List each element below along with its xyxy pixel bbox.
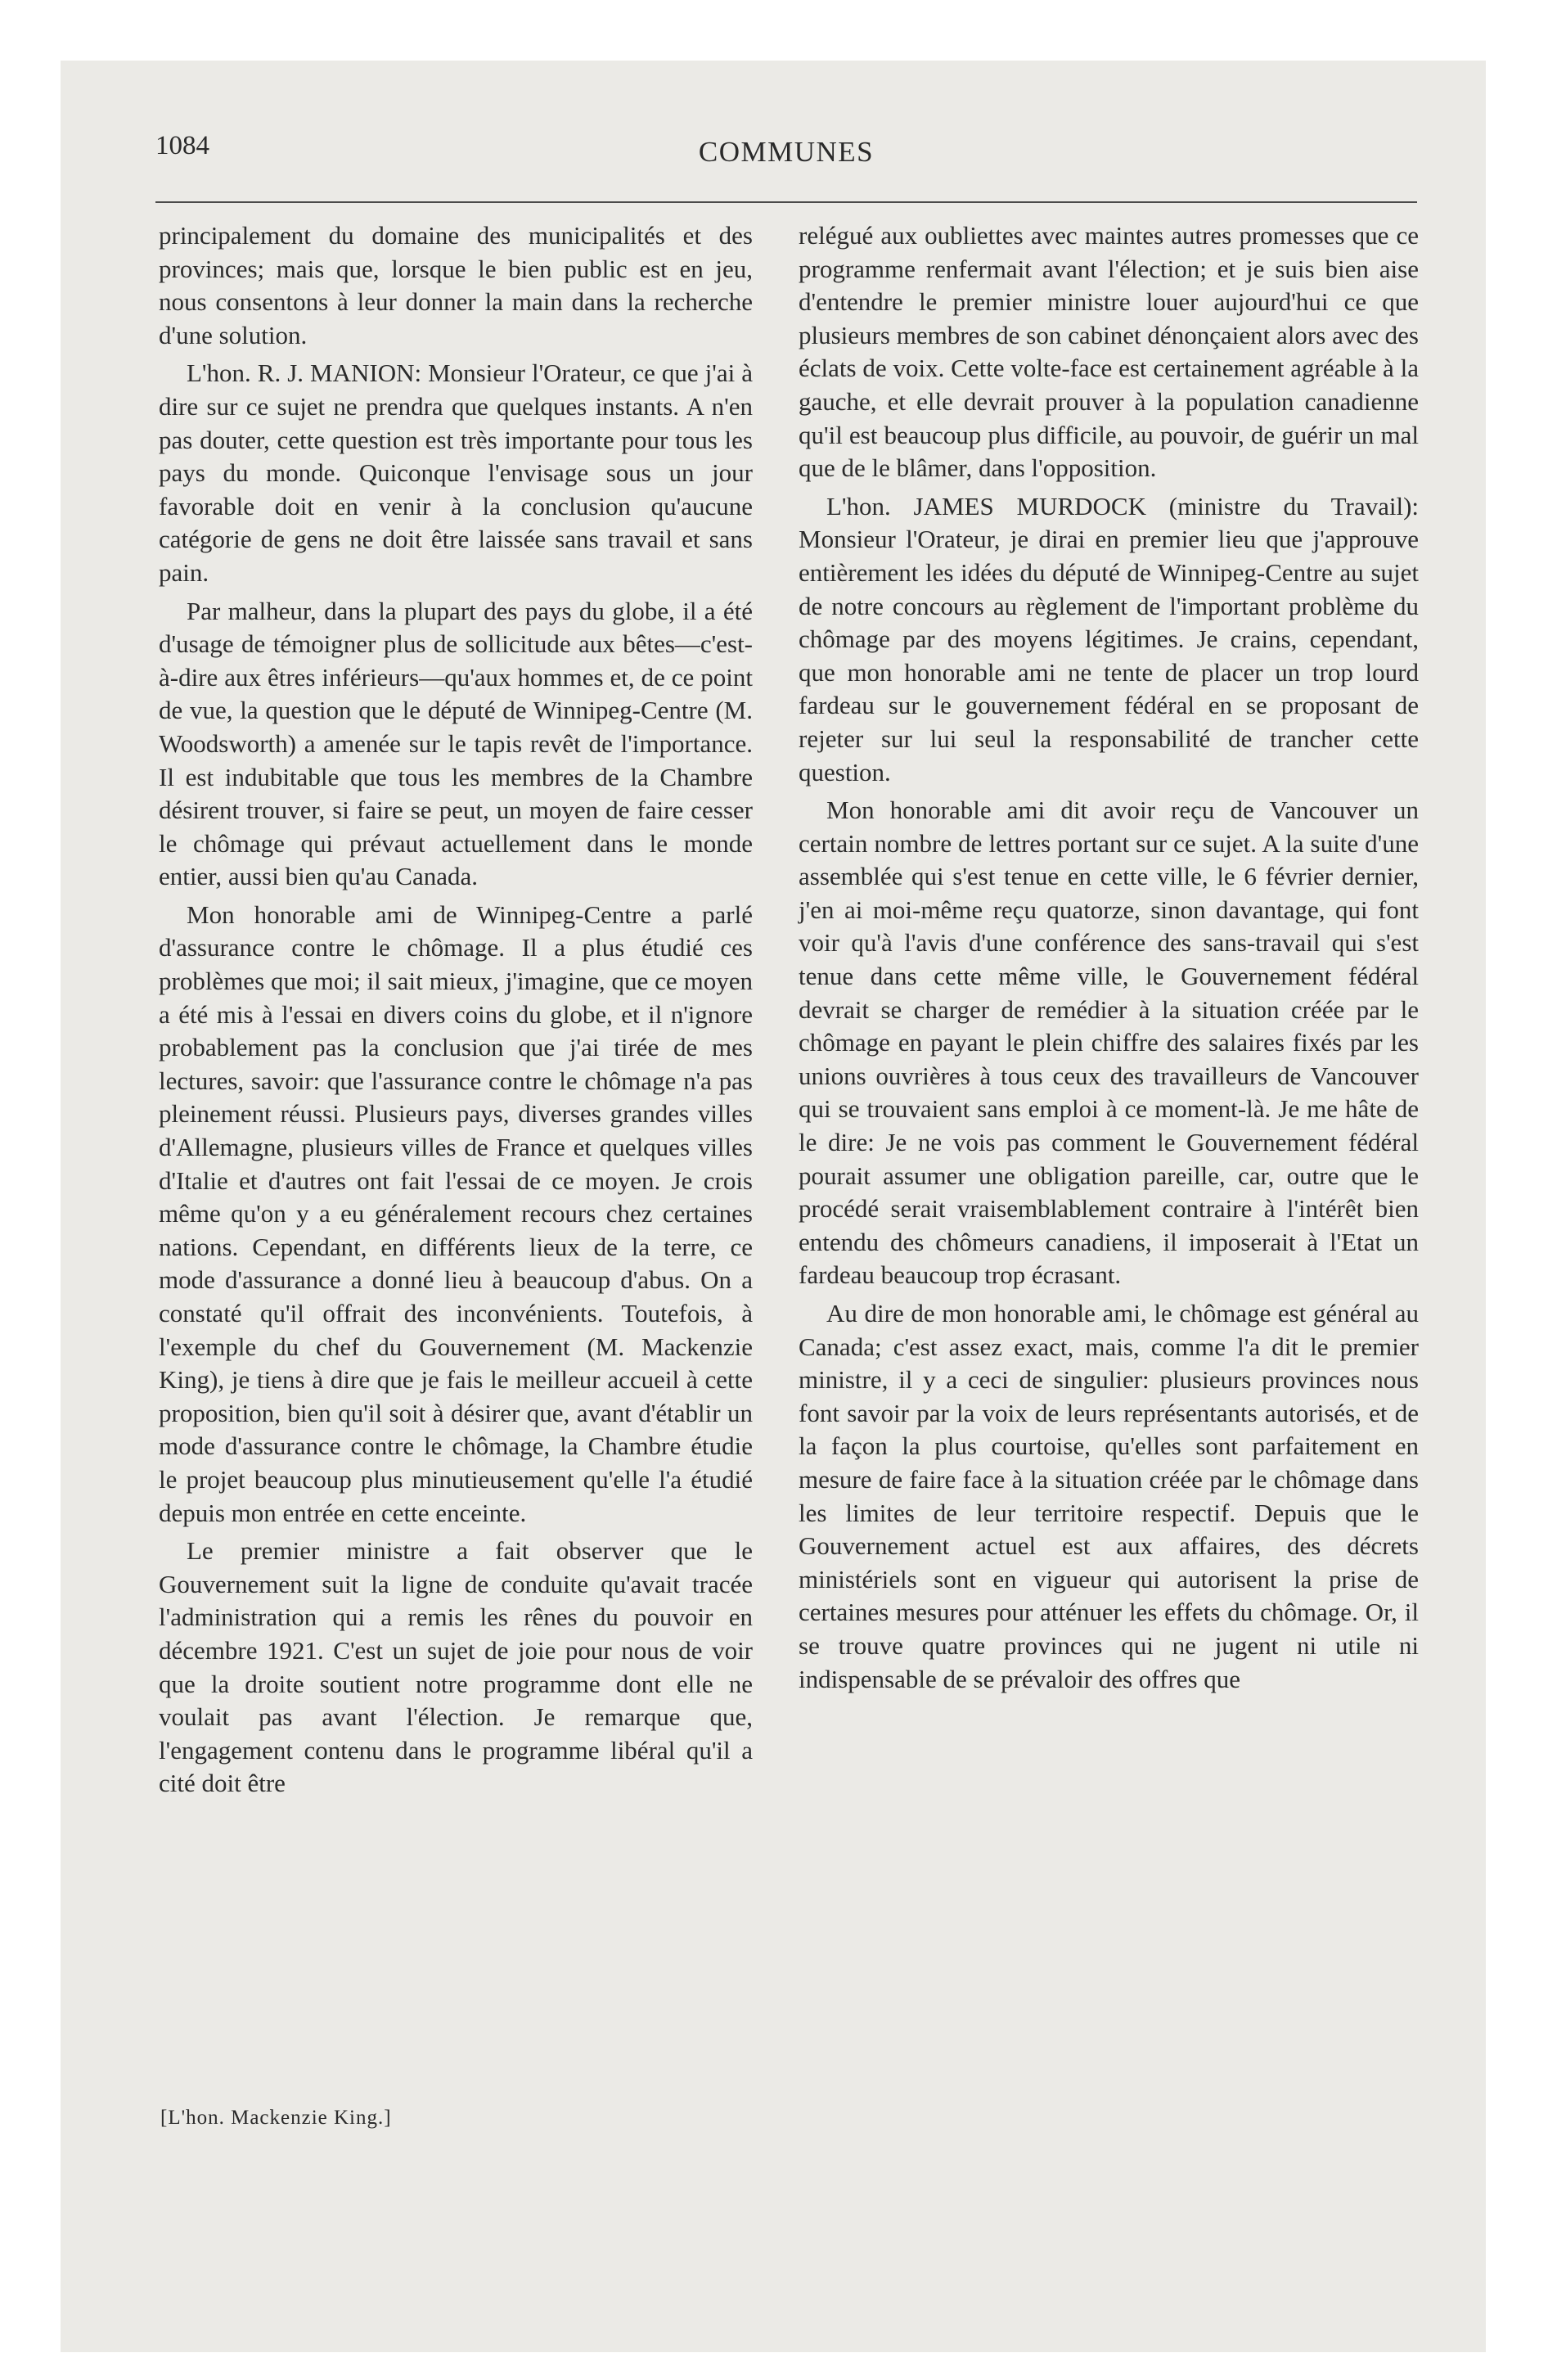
left-column: [159, 219, 753, 1805]
right-column: [799, 219, 1419, 1701]
header-rule: [155, 201, 1417, 203]
paragraph: L'hon. R. J. MANION: Monsieur l'Orateur, ce que j'ai à dire sur ce sujet ne prendra que quelques instants. A n'en pas douter, cette question est très importante pour tous les pays du monde. Quiconque l'envisage sous un jour favorable doit en venir à la conclusion qu'aucune catégorie de gens ne doit être laissée sans travail et sans pain.: [159, 358, 753, 587]
page-header: [155, 131, 1417, 180]
page-number: 1084: [155, 131, 209, 160]
speaker-footnote: [L'hon. Mackenzie King.]: [160, 2107, 392, 2129]
paragraph: Mon honorable ami de Winnipeg-Centre a parlé d'assurance contre le chômage. Il a plus étudié ces problèmes que moi; il sait mieux, j'imagine, que ce moyen a été mis à l'essai en divers coins du globe, et il n'ignore probablement pas la conclusion que j'ai tirée de mes lectures, savoir: que l'assurance contre le chômage n'a pas pleinement réussi. Plusieurs pays, diverses grandes villes d'Allemagne, plusieurs villes de France et quelques villes d'Italie et d'autres ont fait l'essai de ce moyen. Je crois même qu'on y a eu généralement recours chez certaines nations. Cependant, en différents lieux de la terre, ce mode d'assurance a donné lieu à beaucoup d'abus. On a constaté qu'il offrait des inconvénients. Toutefois, à l'exemple du chef du Gouvernement (M. Mackenzie King), je tiens à dire que je fais le meilleur accueil à cette proposition, bien qu'il soit à désirer que, avant d'établir un mode d'assurance contre le chômage, la Chambre étudie le projet beaucoup plus minutieusement qu'elle l'a étudié depuis mon entrée en cette enceinte.: [159, 899, 753, 1527]
paragraph: relégué aux oubliettes avec maintes autres promesses que ce programme renfermait avant l'élection; et je suis bien aise d'entendre le premier ministre louer aujourd'hui ce que plusieurs membres de son cabinet dénonçaient alors avec des éclats de voix. Cette volte-face est certainement agréable à la gauche, et elle devrait prouver à la population canadienne qu'il est beaucoup plus difficile, au pouvoir, de guérir un mal que de le blâmer, dans l'opposition.: [799, 221, 1419, 483]
paragraph: principalement du domaine des municipalités et des provinces; mais que, lorsque le bien public est en jeu, nous consentons à leur donner la main dans la recherche d'une solution.: [159, 221, 753, 349]
paragraph: Le premier ministre a fait observer que le Gouvernement suit la ligne de conduite qu'avait tracée l'administration qui a remis les rênes du pouvoir en décembre 1921. C'est un sujet de joie pour nous de voir que la droite soutient notre programme dont elle ne voulait pas avant l'élection. Je remarque que, l'engagement contenu dans le programme libéral qu'il a cité doit être: [159, 1536, 753, 1798]
running-title: COMMUNES: [698, 136, 875, 168]
paragraph: Par malheur, dans la plupart des pays du globe, il a été d'usage de témoigner plus de sollicitude aux bêtes—c'est-à-dire aux êtres inférieurs—qu'aux hommes et, de ce point de vue, la question que le député de Winnipeg-Centre (M. Woodsworth) a amenée sur le tapis revêt de l'importance. Il est indubitable que tous les membres de la Chambre désirent trouver, si faire se peut, un moyen de faire cesser le chômage qui prévaut actuellement dans le monde entier, aussi bien qu'au Canada.: [159, 596, 753, 891]
paragraph: Au dire de mon honorable ami, le chômage est général au Canada; c'est assez exact, mais, comme l'a dit le premier ministre, il y a ceci de singulier: plusieurs provinces nous font savoir par la voix de leurs représentants autorisés, et de la façon la plus courtoise, qu'elles sont parfaitement en mesure de faire face à la situation créée par le chômage dans les limites de leur territoire respectif. Depuis que le Gouvernement actuel est aux affaires, des décrets ministériels sont en vigueur qui autorisent la prise de certaines mesures pour atténuer les effets du chômage. Or, il se trouve quatre provinces qui ne jugent ni utile ni indispensable de se prévaloir des offres que: [799, 1299, 1419, 1693]
paragraph: Mon honorable ami dit avoir reçu de Vancouver un certain nombre de lettres portant sur ce sujet. A la suite d'une assemblée qui s'est tenue en cette ville, le 6 février dernier, j'en ai moi-même reçu quatorze, sinon davantage, qui font voir qu'à l'avis d'une conférence des sans-travail qui s'est tenue dans cette même ville, le Gouvernement fédéral devrait se charger de remédier à la situation créée par le chômage en payant le plein chiffre des salaires fixés par les unions ouvrières à tous ceux des travailleurs de Vancouver qui se trouvaient sans emploi à ce moment-là. Je me hâte de le dire: Je ne vois pas comment le Gouvernement fédéral pourait assumer une obligation pareille, car, outre que le procédé serait vraisemblablement contraire à l'intérêt bien entendu des chômeurs canadiens, il imposerait à l'Etat un fardeau beaucoup trop écrasant.: [799, 796, 1419, 1290]
paragraph: L'hon. JAMES MURDOCK (ministre du Travail): Monsieur l'Orateur, je dirai en premier lieu que j'approuve entièrement les idées du député de Winnipeg-Centre au sujet de notre concours au règlement de l'important problème du chômage par des moyens légitimes. Je crains, cependant, que mon honorable ami ne tente de placer un trop lourd fardeau sur le gouvernement fédéral en se proposant de rejeter sur lui seul la responsabilité de trancher cette question.: [799, 491, 1419, 787]
